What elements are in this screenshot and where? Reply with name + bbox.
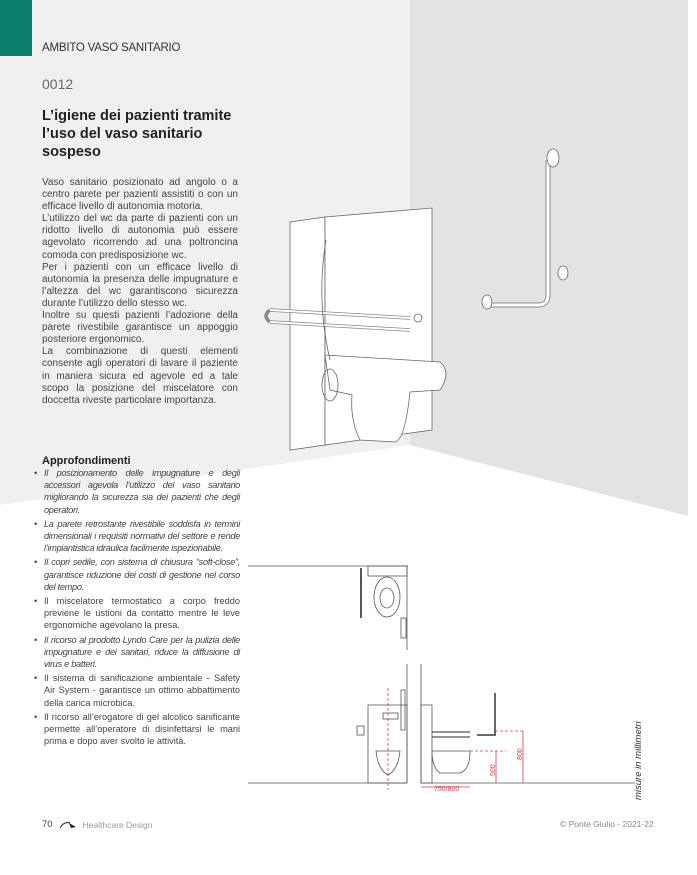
list-item: • Il ricorso all’erogatore di gel alcolico sanificante permette all’operatore di disinfettarsi le mani prima e dopo aver svolto le attività. <box>34 711 240 748</box>
paragraph: Vaso sanitario posizionato ad angolo o a centro parete per pazienti assistiti o con un efficace livello di autonomia motoria. <box>42 177 238 213</box>
list-item: • Il posizionamento delle impugnature e degli accessori agevola l’utilizzo del vaso sanitario migliorando la sicurezza sia dei pazienti che degli operatori. <box>34 467 240 516</box>
section-label: AMBITO VASO SANITARIO <box>42 42 181 54</box>
title-line: L’igiene dei pazienti tramite <box>42 108 232 124</box>
list-item: • Il miscelatore termostatico a corpo freddo previene le ustioni da contatto mentre le leve ergonomiche agevolano la presa. <box>34 595 240 632</box>
list-item: • Il sistema di sanificazione ambientale - Safety Air System - garantisce un ottimo abbattimento della carica microbica. <box>34 672 240 709</box>
brand-logo-icon <box>59 821 77 829</box>
list-item: • La parete retrostante rivestibile soddisfa in termini dimensionali i requisiti normativi del settore e rende l’impiantistica idraulica facilmente ispezionabile. <box>34 518 240 555</box>
list-item: • Il ricorso al prodotto Lyndo Care per la pulizia delle impugnature e dei sanitari, riduce la diffusione di virus e batteri. <box>34 634 240 671</box>
paragraph: L’utilizzo del wc da parte di pazienti con un ridotto livello di autonomia può essere agevolato ricorrendo ad una poltroncina comoda con predisposizione wc. <box>42 213 238 261</box>
brand-name: Healthcare Design <box>82 819 153 830</box>
section-color-tab <box>0 0 32 56</box>
paragraph: La combinazione di questi elementi consente agli operatori di lavare il paziente in maniera sicura ed agevole ed a tale scopo la posizione del miscelatore con doccetta riveste particolare importanza. <box>42 346 238 406</box>
paragraph: Per i pazienti con un efficace livello di autonomia la presenza delle impugnature e l’altezza del wc garantiscono sicurezza durante l’utilizzo dello stesso wc. <box>42 261 238 309</box>
dim-width-label: 750/800 <box>434 786 460 793</box>
item-code: 0012 <box>42 76 74 92</box>
title-line: sospeso <box>42 144 101 160</box>
footer-left <box>42 819 153 830</box>
units-note: misure in millimetri <box>633 721 644 800</box>
approfondimenti-heading: Approfondimenti <box>42 455 131 467</box>
dim-seat-label: 500 <box>490 764 497 776</box>
approfondimenti-list <box>34 467 240 749</box>
paragraph: Inoltre su questi pazienti l’adozione della parete rivestibile garantisce un appoggio posteriore ergonomico. <box>42 310 238 346</box>
body-text <box>42 177 238 407</box>
dim-bar-label: 800 <box>517 748 524 760</box>
list-item: • Il copri sedile, con sistema di chiusura “soft-close”, garantisce riduzione dei costi di gestione nel corso del tempo. <box>34 556 240 593</box>
page-number: 70 <box>42 819 53 830</box>
copyright: © Ponte Giulio - 2021-22 <box>560 819 654 829</box>
page-title <box>42 107 262 161</box>
technical-drawing <box>248 566 635 790</box>
title-line: l’uso del vaso sanitario <box>42 126 203 142</box>
